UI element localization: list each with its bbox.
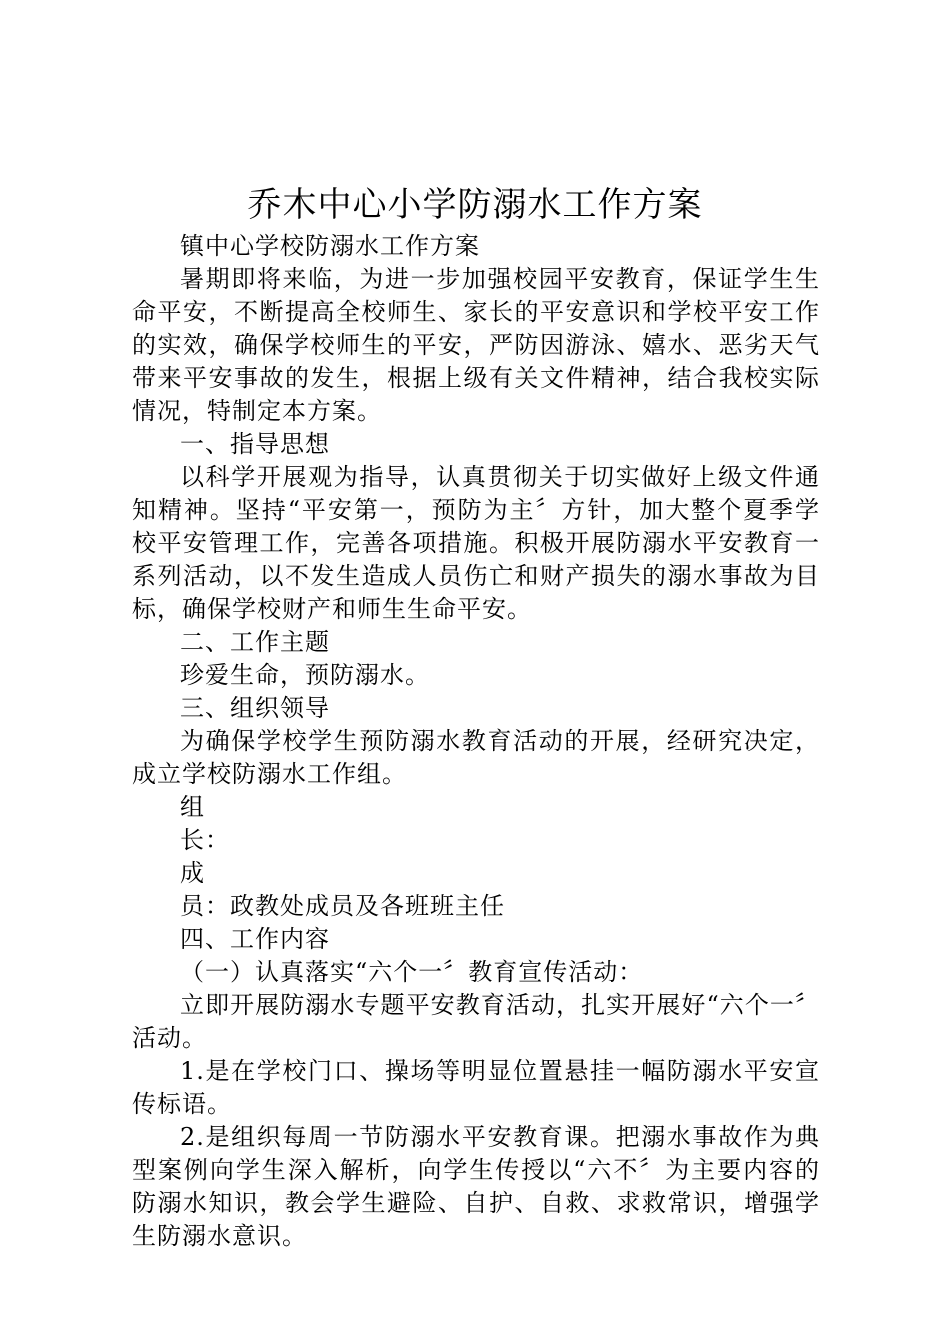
section-heading-guiding-thought: 一、指导思想 <box>180 430 330 458</box>
paragraph-theme: 珍爱生命，预防溺水。 <box>180 661 430 689</box>
document-title: 乔木中心小学防溺水工作方案 <box>247 185 703 225</box>
paragraph-members-label-2: 员：政教处成员及各班班主任 <box>180 892 505 920</box>
paragraph-guiding-thought: 以科学开展观为指导，认真贯彻关于切实做好上级文件通知精神。坚持“平安第一，预防为主〞方针，加大整个夏季学校平安管理工作，完善各项措施。积极开展防溺水平安教育一系列活动，以不发生造成人员伤亡和财产损失的溺水事故为目标，确保学校财产和师生生命平安。 <box>132 463 820 623</box>
list-item-2: 2.是组织每周一节防溺水平安教育课。把溺水事故作为典型案例向学生深入解析，向学生传授以“六不〞为主要内容的防溺水知识，教会学生避险、自护、自救、求救常识，增强学生防溺水意识。 <box>132 1123 820 1250</box>
section-heading-theme: 二、工作主题 <box>180 628 330 656</box>
section-heading-organization: 三、组织领导 <box>180 694 330 722</box>
paragraph-members-label-1: 成 <box>180 859 205 887</box>
paragraph-leader-label-1: 组 <box>180 793 205 821</box>
subsection-heading-six-ones: （一）认真落实“六个一〞教育宣传活动： <box>180 958 644 986</box>
section-heading-work-content: 四、工作内容 <box>180 925 330 953</box>
paragraph-six-ones: 立即开展防溺水专题平安教育活动，扎实开展好“六个一〞活动。 <box>132 991 820 1052</box>
paragraph-intro: 暑期即将来临，为进一步加强校园平安教育，保证学生生命平安，不断提高全校师生、家长的平安意识和学校平安工作的实效，确保学校师生的平安，严防因游泳、嬉水、恶劣天气带来平安事故的发生，根据上级有关文件精神，结合我校实际情况，特制定本方案。 <box>132 265 820 425</box>
list-item-1: 1.是在学校门口、操场等明显位置悬挂一幅防溺水平安宣传标语。 <box>132 1057 820 1118</box>
paragraph-leader-label-2: 长： <box>180 826 230 854</box>
paragraph-organization: 为确保学校学生预防溺水教育活动的开展，经研究决定，成立学校防溺水工作组。 <box>132 727 820 788</box>
paragraph-subtitle: 镇中心学校防溺水工作方案 <box>180 232 480 260</box>
document-body <box>132 230 820 1253</box>
